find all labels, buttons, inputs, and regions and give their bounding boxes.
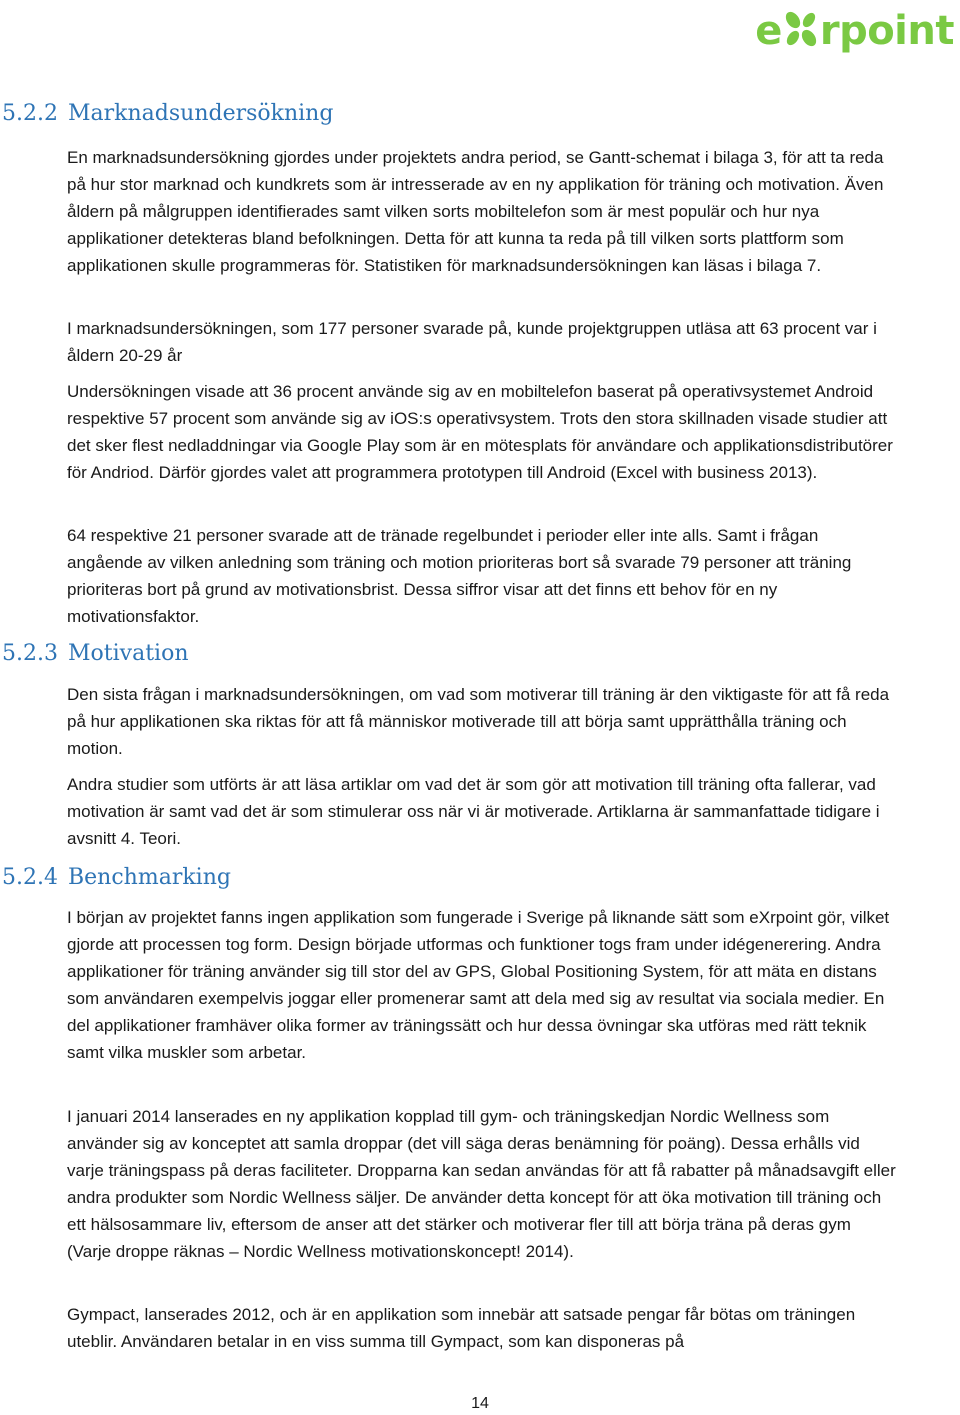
paragraph: Andra studier som utförts är att läsa artiklar om vad det är som gör att motivation till träning ofta fallerar, vad motivation är samt vad det är som stimulerar oss när vi är motiverade. Artiklarna är sammanfattade tidigare i avsnitt 4. Teori. [67, 775, 880, 848]
section-title: Motivation [68, 641, 189, 666]
section-body-marknadsundersokning-4 [67, 522, 897, 630]
section-number: 5.2.3 [2, 641, 58, 666]
paragraph: I januari 2014 lanserades en ny applikation kopplad till gym- och träningskedjan Nordic Wellness som använder sig av konceptet att samla droppar (det vill säga deras benämning för poäng). Dessa erhålls vid varje träningspass på deras faciliteter. Dropparna kan sedan användas för att få rabatter på månadsavgift eller andra produkter som Nordic Wellness säljer. De använder detta koncept för att öka motivation till träning och ett hälsosammare liv, eftersom de anser att det stärker och motiverar fler till att börja träna på deras gym (Varje droppe räknas – Nordic Wellness motivationskoncept! 2014). [67, 1107, 896, 1261]
exrpoint-logo [755, 6, 954, 56]
section-body-benchmarking-2 [67, 1103, 897, 1265]
section-title: Marknadsundersökning [68, 101, 334, 126]
logo-text-end: rpoint [819, 8, 954, 54]
section-number: 5.2.2 [2, 101, 58, 126]
paragraph: Gympact, lanserades 2012, och är en applikation som innebär att satsade pengar får bötas om träningen uteblir. Användaren betalar in en viss summa till Gympact, som kan disponeras på [67, 1305, 856, 1351]
paragraph: Undersökningen visade att 36 procent använde sig av en mobiltelefon baserat på operativsystemet Android respektive 57 procent som använde sig av iOS:s operativsystem. Trots den stora skillnaden visade studier att det sker flest nedladdningar via Google Play som är en mötesplats för användare och applikationsdistributörer för Andriod. Därför gjordes valet att programmera prototypen till Android (Excel with business 2013). [67, 382, 893, 482]
paragraph: I marknadsundersökningen, som 177 personer svarade på, kunde projektgruppen utläsa att 63 procent var i åldern 20-29 år [67, 319, 877, 365]
section-body-marknadsundersokning-3 [67, 378, 897, 486]
paragraph: I början av projektet fanns ingen applikation som fungerade i Sverige på liknande sätt som eXrpoint gör, vilket gjorde att processen tog form. Design började utformas och funktioner togs fram under idégenerering. Andra applikationer för träning använder sig till stor del av GPS, Global Positioning System, för att mäta en distans som användaren exempelvis joggar eller promenerar samt att dela med sig av resultat via sociala medier. En del applikationer framhäver olika former av träningssätt och hur dessa övningar ska utföras med rätt teknik samt vilka muskler som arbetar. [67, 908, 890, 1062]
page-number: 14 [471, 1395, 489, 1412]
section-body-benchmarking-3 [67, 1301, 897, 1355]
footprint-x-icon [783, 9, 819, 49]
section-number: 5.2.4 [2, 865, 58, 890]
paragraph: Den sista frågan i marknadsundersökningen, om vad som motiverar till träning är den viktigaste för att få reda på hur applikationen ska riktas för att få människor motiverade till att börja samt upprätthålla träning och motion. [67, 685, 890, 758]
section-body-benchmarking [67, 904, 897, 1066]
section-body-motivation-2 [67, 771, 897, 852]
section-body-motivation [67, 681, 897, 762]
paragraph: En marknadsundersökning gjordes under projektets andra period, se Gantt-schemat i bilaga 3, för att ta reda på hur stor marknad och kundkrets som är intresserade av en ny applikation för träning och motivation. Även åldern på målgruppen identifierades samt vilken sorts mobiltelefon som är mest populär och hur nya applikationer detekteras bland befolkningen. Detta för att kunna ta reda på till vilken sorts plattform som applikationen skulle programmeras för. Statistiken för marknadsundersökningen kan läsas i bilaga 7. [67, 148, 884, 275]
paragraph: 64 respektive 21 personer svarade att de tränade regelbundet i perioder eller inte alls. Samt i frågan angående av vilken anledning som träning och motion prioriteras bort så svarade 79 personer att träning prioriteras bort på grund av motivationsbrist. Dessa siffror visar att det finns ett behov för en ny motivationsfaktor. [67, 526, 852, 626]
section-body-marknadsundersokning-2 [67, 315, 897, 369]
section-heading-benchmarking [2, 865, 231, 890]
logo-text-start: e [755, 8, 782, 54]
section-title: Benchmarking [68, 865, 231, 890]
section-heading-marknadsundersokning [2, 101, 333, 126]
section-heading-motivation [2, 641, 188, 666]
section-body-marknadsundersokning [67, 144, 897, 279]
